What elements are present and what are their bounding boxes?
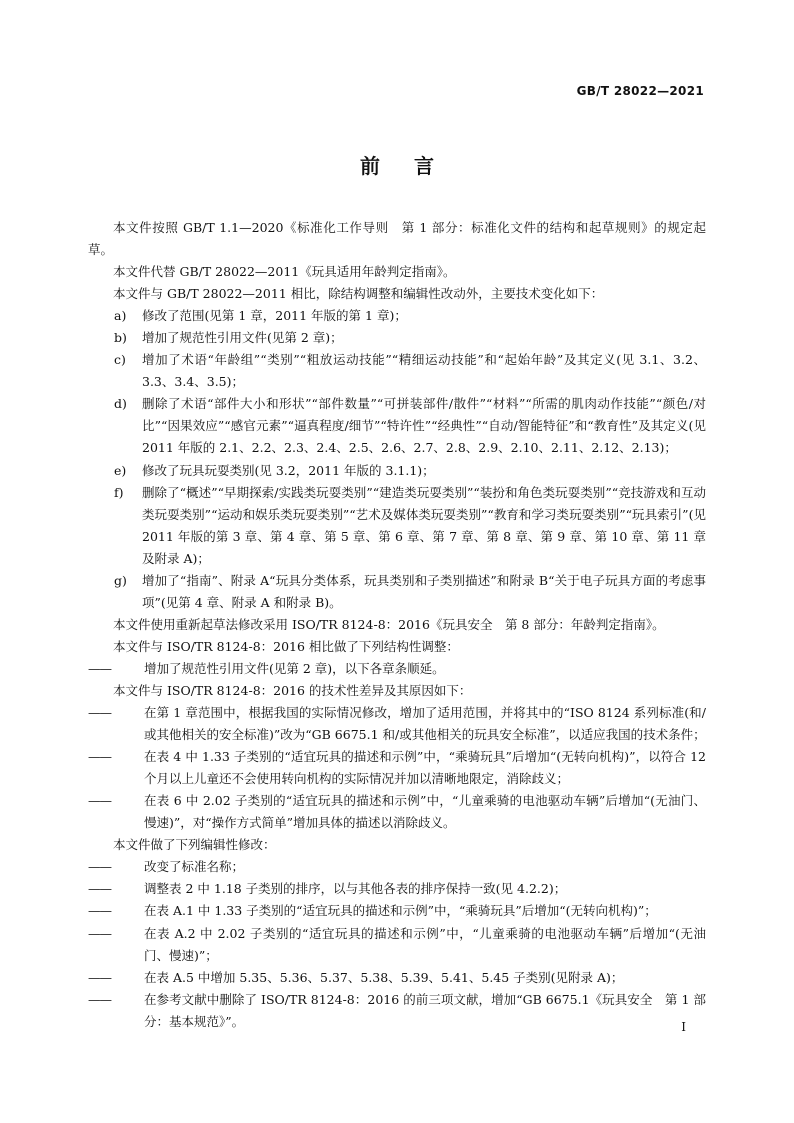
dash-item <box>88 989 706 1033</box>
dash-marker: —— <box>88 859 111 875</box>
dash-text: 增加了规范性引用文件(见第 2 章)，以下各章条顺延。 <box>144 660 445 676</box>
dash-text: 在表 A.5 中增加 5.35、5.36、5.37、5.38、5.39、5.41、5.45 子类别(见附录 A)； <box>144 969 624 985</box>
dash-item <box>88 900 706 922</box>
list-text: 增加了术语“年龄组”“类别”“粗放运动技能”“精细运动技能”和“起始年龄”及其定义(见 3.1、3.2、3.3、3.4、3.5)； <box>142 352 706 390</box>
list-text: 删除了术语“部件大小和形状”“部件数量”“可拼装部件/散件”“材料”“所需的肌肉动作技能”“颜色/对比”“因果效应”“感官元素”“逼真程度/细节”“特许性”“经典性”“自动/智能特征”和“教育性”及其定义(见 2011 年版的 2.1、2.2、2.3、2.4、2.5、2.6、2.7、2.8、2.9、2.10、2.11、2.12、2.13)； <box>142 396 706 456</box>
dash-text: 调整表 2 中 1.18 子类别的排序，以与其他各表的排序保持一致(见 4.2.2)； <box>144 881 567 897</box>
list-marker: b) <box>114 330 127 346</box>
list-text: 增加了“指南”、附录 A“玩具分类体系，玩具类别和子类别描述”和附录 B“关于电子玩具方面的考虑事项”(见第 4 章、附录 A 和附录 B)。 <box>142 572 706 610</box>
list-marker: a) <box>114 308 127 324</box>
list-item <box>88 327 706 349</box>
dash-text: 在第 1 章范围中，根据我国的实际情况修改，增加了适用范围，并将其中的“ISO 8124 系列标准(和/或其他相关的安全标准)”改为“GB 6675.1 和/或其他相关的玩具安全标准”，以适应我国的技术条件； <box>144 705 706 743</box>
dash-item <box>88 923 706 967</box>
list-marker: g) <box>114 572 127 588</box>
dash-marker: —— <box>88 660 111 676</box>
dash-marker: —— <box>88 705 111 721</box>
dash-item <box>88 702 706 746</box>
dash-text: 在表 A.1 中 1.33 子类别的“适宜玩具的描述和示例”中，“乘骑玩具”后增加“(无转向机构)”； <box>144 903 657 919</box>
list-item <box>88 570 706 614</box>
list-item <box>88 349 706 393</box>
dash-marker: —— <box>88 903 111 919</box>
list-item <box>88 482 706 570</box>
list-marker: f) <box>114 484 124 500</box>
dash-text: 在表 6 中 2.02 子类别的“适宜玩具的描述和示例”中，“儿童乘骑的电池驱动车辆”后增加“(无油门、慢速)”，对“操作方式简单”增加具体的描述以消除歧义。 <box>144 793 706 831</box>
standard-number: GB/T 28022—2021 <box>576 84 704 98</box>
dash-marker: —— <box>88 991 111 1007</box>
dash-text: 改变了标准名称； <box>144 859 245 875</box>
list-marker: e) <box>114 462 127 478</box>
paragraph-changes-intro: 本文件与 GB/T 28022—2011 相比，除结构调整和编辑性改动外，主要技术变化如下： <box>113 286 604 302</box>
list-text: 删除了“概述”“早期探索/实践类玩耍类别”“建造类玩耍类别”“装扮和角色类玩耍类别”“竞技游戏和互动类玩耍类别”“运动和娱乐类玩耍类别”“艺术及媒体类玩耍类别”“教育和学习类玩耍类别”“玩具索引”(见 2011 年版的第 3 章、第 4 章、第 5 章、第 6 章、第 7 章、第 8 章、第 9 章、第 10 章、第 11 章及附录 A)； <box>142 484 706 566</box>
list-text: 增加了规范性引用文件(见第 2 章)； <box>142 330 343 346</box>
paragraph-replaces: 本文件代替 GB/T 28022—2011《玩具适用年龄判定指南》。 <box>113 264 456 280</box>
dash-item <box>88 856 706 878</box>
list-item <box>88 460 706 482</box>
list-text: 修改了玩具玩耍类别(见 3.2，2011 年版的 3.1.1)； <box>142 462 435 478</box>
paragraph-technical-intro: 本文件与 ISO/TR 8124-8：2016 的技术性差异及其原因如下： <box>113 682 472 698</box>
paragraph-adoption: 本文件使用重新起草法修改采用 ISO/TR 8124-8：2016《玩具安全 第 8 部分：年龄判定指南》。 <box>113 616 665 632</box>
page-title: 前言 <box>360 154 468 178</box>
dash-item <box>88 967 706 989</box>
dash-item <box>88 790 706 834</box>
dash-item <box>88 658 706 680</box>
list-marker: c) <box>114 352 126 368</box>
list-text: 修改了范围(见第 1 章，2011 年版的第 1 章)； <box>142 308 407 324</box>
list-marker: d) <box>114 396 127 412</box>
dash-text: 在表 A.2 中 2.02 子类别的“适宜玩具的描述和示例”中，“儿童乘骑的电池驱动车辆”后增加“(无油门、慢速)”； <box>144 925 706 963</box>
list-item <box>88 393 706 459</box>
paragraph-editorial-intro: 本文件做了下列编辑性修改： <box>113 837 276 853</box>
dash-item <box>88 746 706 790</box>
dash-item <box>88 878 706 900</box>
paragraph-drafting-rules: 本文件按照 GB/T 1.1—2020《标准化工作导则 第 1 部分：标准化文件的结构和起草规则》的规定起草。 <box>88 220 706 258</box>
dash-marker: —— <box>88 925 111 941</box>
paragraph-structural-intro: 本文件与 ISO/TR 8124-8：2016 相比做了下列结构性调整： <box>113 638 459 654</box>
page-number: I <box>681 1020 686 1034</box>
dash-marker: —— <box>88 881 111 897</box>
list-item <box>88 305 706 327</box>
foreword-body <box>88 217 706 1033</box>
dash-marker: —— <box>88 749 111 765</box>
dash-text: 在表 4 中 1.33 子类别的“适宜玩具的描述和示例”中，“乘骑玩具”后增加“(无转向机构)”，以符合 12 个月以上儿童还不会使用转向机构的实际情况并加以清晰地限定，消除歧义； <box>144 749 706 787</box>
dash-text: 在参考文献中删除了 ISO/TR 8124-8：2016 的前三项文献，增加“GB 6675.1《玩具安全 第 1 部分：基本规范》”。 <box>144 991 706 1029</box>
dash-marker: —— <box>88 969 111 985</box>
dash-marker: —— <box>88 793 111 809</box>
